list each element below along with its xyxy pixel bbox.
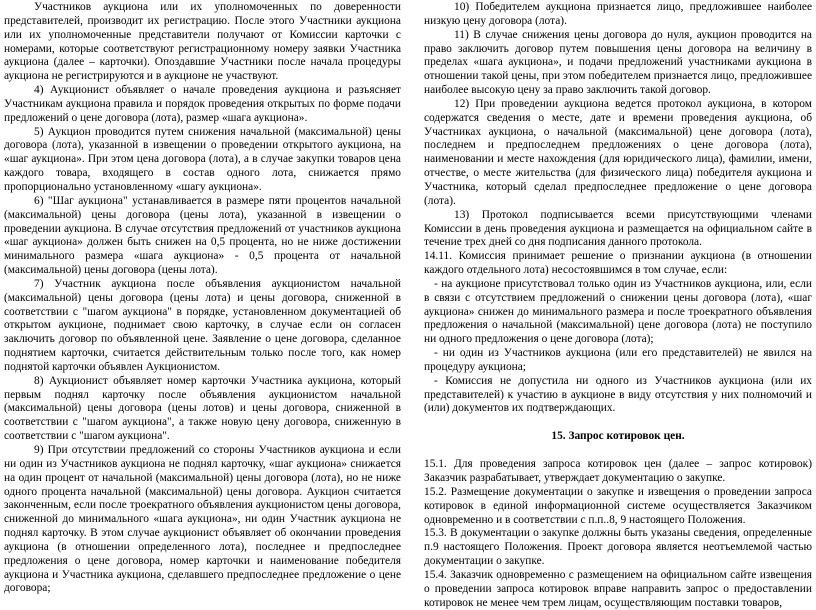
paragraph-item-12: 12) При проведении аукциона ведется протокол аукциона, в котором содержатся сведения о месте, дате и времени проведения аукциона, об Участниках аукциона, о начальной (максимальной) цене договора (лота), последнем и предпоследнем предложениях о цене договора (лота), наименовании и месте нахождения (для юридического лица), фамилии, имени, отчестве, о месте жительства (для физического лица) победителя аукциона и Участника, который сделал предпоследнее предложение о цене договора (лота). [424, 97, 812, 207]
paragraph-item-5: 5) Аукцион проводится путем снижения начальной (максимальной) цены договора (лота), указанной в извещении о проведении открытого аукциона, на «шаг аукциона». При этом цена договора (лота), а в случае закупки товаров цена каждого товара, входящего в состав одного лота, снижается прямо пропорционально установленному «шагу аукциона». [4, 125, 401, 193]
paragraph-item-7: 7) Участник аукциона после объявления аукционистом начальной (максимальной) цены договора (цены лота) и цены договора, сниженной в соответствии с "шагом аукциона" в порядке, установленном документацией об открытом аукционе, поднимает свою карточку, в случае если он согласен заключить договор по объявленной цене. Заявление о цене договора, сделанное поднятием карточки, считается действительным только после того, как номер поднятой карточки объявлен Аукционистом. [4, 277, 401, 373]
paragraph-item-6: 6) "Шаг аукциона" устанавливается в размере пяти процентов начальной (максимальной) цены договора (цены лота), указанной в извещении о проведении аукциона. В случае отсутствия предложений от участников аукциона «шаг аукциона» должен быть снижен на 0,5 процента, но не ниже достижении минимального размера «шага аукциона» - 0,5 процента от начальной (максимальной) цены договора (цены лота). [4, 194, 401, 277]
right-column [424, 1, 812, 610]
paragraph-item-13: 13) Протокол подписывается всеми присутствующими членами Комиссии в день проведения аукциона и размещается на официальном сайте в течение трех дней со дня подписания данного протокола. [424, 208, 812, 249]
left-column [4, 1, 401, 596]
list-item-single-participant: - на аукционе присутствовал только один из Участников аукциона, или, если в связи с отсутствием предложений о снижении цены договора (лота), «шаг аукциона» снижен до минимального размера и после троекратного объявления предложения о начальной (максимальной) цене договора (лота) не поступило ни одного предложения о цене договора (лота); [424, 277, 812, 346]
paragraph-15-2: 15.2. Размещение документации о закупке и извещения о проведении запроса котировок в единой информационной системе осуществляется Заказчиком одновременно и в соответствии с п.п..8, 9 настоящего Положения. [424, 485, 812, 526]
paragraph-item-8: 8) Аукционист объявляет номер карточки Участника аукциона, который первым поднял карточку после объявления аукционистом начальной (максимальной) цены договора (цены лотов) и цены договора, сниженной в соответствии с "шагом аукциона", а также новую цену договора, сниженную в соответствии с "шагом аукциона". [4, 374, 401, 443]
paragraph-item-9: 9) При отсутствии предложений со стороны Участников аукциона и если ни один из Участников аукциона не поднял карточку, «шаг аукциона» снижается на один процент от начальной (максимальной) цены договора (лота), но не ниже одного процента начальной (максимальной) цены договора. Аукцион считается законченным, если после троекратного объявления аукционистом цены договора, сниженной до минимального «шага аукциона», ни один Участник аукциона не поднял карточку. В этом случае аукционист объявляет об окончании проведения аукциона (в отношении определенного лота), последнее и предпоследнее предложения о цене договора, номер карточки и наименование победителя аукциона и Участника аукциона, сделавшего предпоследнее предложение о цене договора; [4, 444, 401, 595]
paragraph-15-4: 15.4. Заказчик одновременно с размещением на официальном сайте извещения о проведении запроса котировок вправе направить запрос о предоставлении котировок не менее чем трем лицам, осуществляющим поставки товаров, [424, 568, 812, 609]
paragraph-item-10: 10) Победителем аукциона признается лицо, предложившее наиболее низкую цену договора (лота). [424, 1, 812, 27]
paragraph-15-3: 15.3. В документации о закупке должны быть указаны сведения, определенные п.9 настоящего Положения. Проект договора является неотъемлемой частью документации о закупке. [424, 527, 812, 568]
list-item-no-show: - ни один из Участников аукциона (или его представителей) не явился на процедуру аукциона; [424, 347, 812, 373]
paragraph-item-4: 4) Аукционист объявляет о начале проведения аукциона и разъясняет Участникам аукциона правила и порядок проведения открытых по форме подачи предложений о цене договора (лота), размер «шага аукциона». [4, 84, 401, 124]
paragraph-item-11: 11) В случае снижения цены договора до нуля, аукцион проводится на право заключить договор путем повышения цены договора на величину в пределах «шага аукциона», и подачи предложений участниками аукциона в отношении такой цены, при этом победителем признается лицо, предложившее наиболее высокую цену за право заключить такой договор. [424, 28, 812, 97]
spacer [424, 444, 812, 458]
paragraph-registration: Участников аукциона или их уполномоченных по доверенности представителей, производит их регистрацию. После этого Участники аукциона или их уполномоченные представители получают от Комиссии карточки с номерами, которые соответствуют регистрационному номеру заявки Участника аукциона (далее – карточки). Опоздавшие Участники после начала процедуры аукциона не регистрируются и в аукционе не участвуют. [4, 1, 401, 83]
list-item-not-admitted: - Комиссия не допустила ни одного из Участников аукциона (или их представителей) к участию в аукционе в виду отсутствия у них полномочий и (или) документов их подтверждающих. [424, 374, 812, 415]
spacer [424, 416, 812, 430]
paragraph-15-1: 15.1. Для проведения запроса котировок цен (далее – запрос котировок) Заказчик разрабатывает, утверждает документацию о закупке. [424, 458, 812, 484]
paragraph-14-11: 14.11. Комиссия принимает решение о признании аукциона (в отношении каждого отдельного лота) несостоявшимся в том случае, если: [424, 250, 812, 277]
section-heading: 15. Запрос котировок цен. [551, 430, 685, 443]
